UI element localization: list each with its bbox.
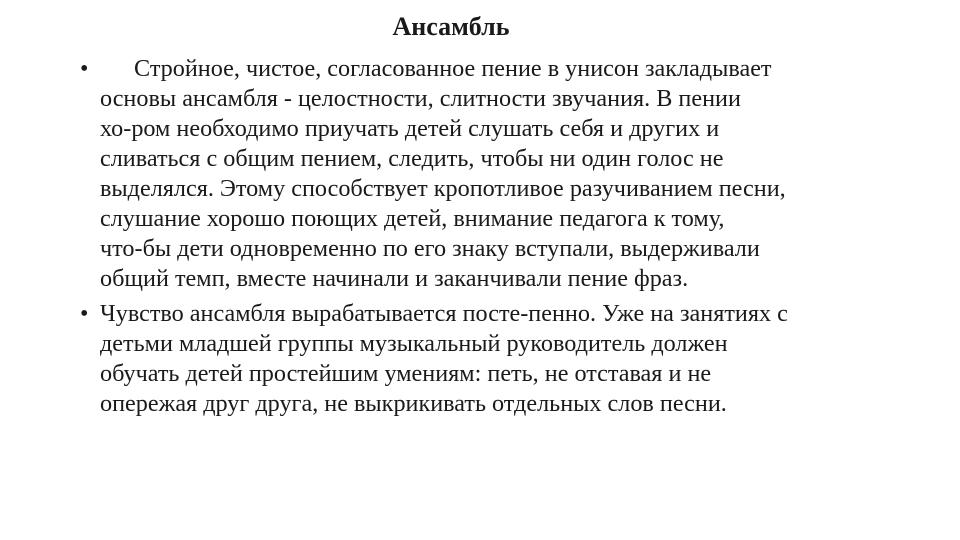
bullet-2-line-4: опережая друг друга, не выкрикивать отдельных слов песни. [100, 390, 727, 417]
bullet-1-line-1: Стройное, чистое, согласованное пение в унисон закладывает [134, 55, 772, 82]
bullet-1-line-4: сливаться с общим пением, следить, чтобы ни один голос не [100, 145, 724, 172]
slide-title: Ансамбль [392, 12, 510, 41]
bullet-marker: • [80, 301, 89, 327]
bullet-2-line-3: обучать детей простейшим умениям: петь, не отставая и не [100, 360, 712, 387]
bullet-2-line-2: детьми младшей группы музыкальный руководитель должен [100, 330, 728, 357]
bullet-1-line-7: что-бы дети одновременно по его знаку вступали, выдерживали [100, 235, 760, 262]
bullet-item-1 [0, 54, 890, 294]
bullet-1-line-8: общий темп, вместе начинали и заканчивали пение фраз. [100, 265, 689, 292]
bullet-1-line-5: выделялся. Этому способствует кропотливое разучиванием песни, [100, 175, 786, 202]
bullet-2-line-1: Чувство ансамбля вырабатывается посте-пенно. Уже на занятиях с [100, 300, 788, 327]
bullet-1-line-6: слушание хорошо поющих детей, внимание педагога к тому, [100, 205, 725, 232]
bullet-1-line-2: основы ансамбля - целостности, слитности звучания. В пении [100, 85, 741, 112]
bullet-list [0, 54, 960, 419]
bullet-1-line-3: хо-ром необходимо приучать детей слушать себя и других и [100, 115, 720, 142]
bullet-marker: • [80, 56, 89, 82]
bullet-item-2 [0, 299, 890, 419]
